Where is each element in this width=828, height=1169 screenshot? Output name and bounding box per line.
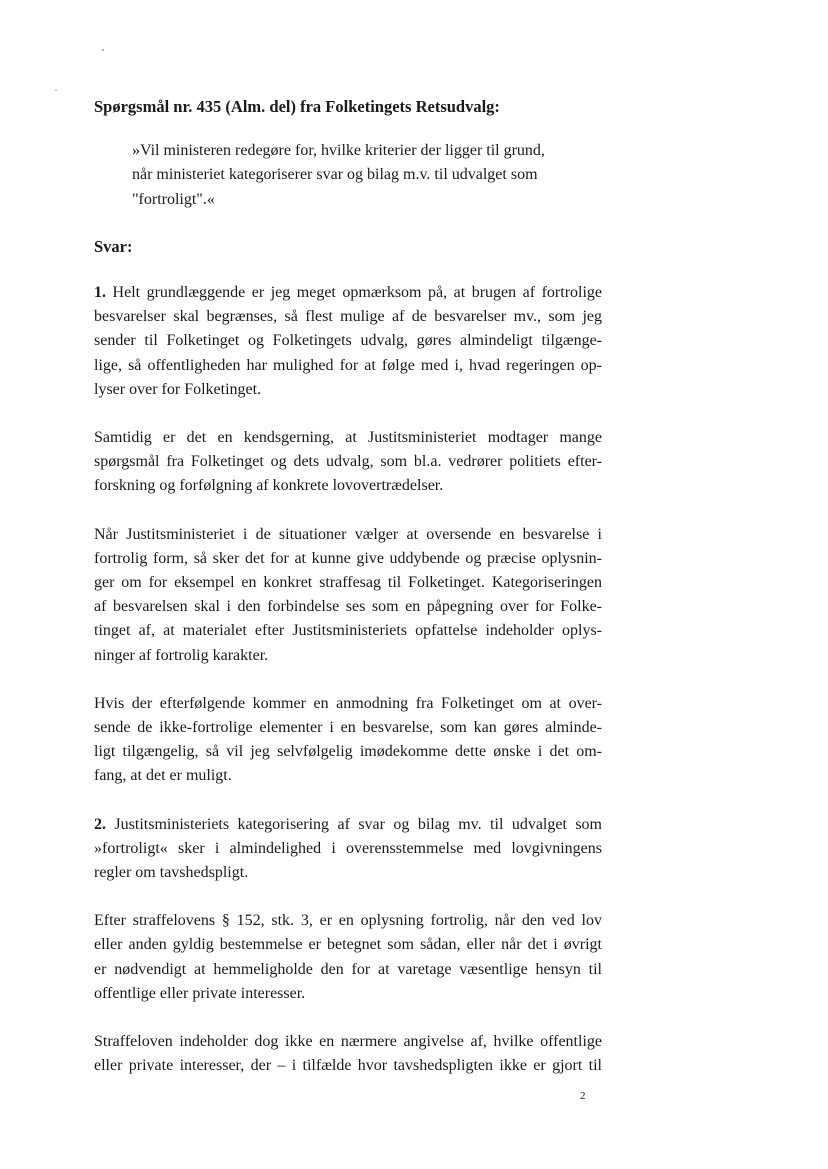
line-text: »fortroligt« sker i almindelighed i overensstemmelse med lovgivningens [94, 839, 602, 857]
paragraph-line [94, 354, 602, 378]
line-text: sender til Folketinget og Folketingets udvalg, gøres almindeligt tilgænge- [94, 332, 602, 350]
paragraph-line [94, 571, 602, 595]
answer-paragraph [94, 813, 602, 886]
paragraph-line [94, 305, 602, 329]
paragraph-line [94, 716, 602, 740]
paragraph-line [94, 378, 602, 402]
quote-line: når ministeriet kategoriserer svar og bilag m.v. til udvalget som [132, 166, 538, 184]
line-text: offentlige eller private interesser. [94, 984, 306, 1002]
paragraph-line [94, 1054, 602, 1078]
paragraph-line [94, 1030, 602, 1054]
paragraph-line [94, 982, 602, 1006]
line-text: sende de ikke-fortrolige elementer i en besvarelse, som kan gøres alminde- [94, 719, 602, 737]
line-text: fang, at det er muligt. [94, 767, 232, 785]
line-text: eller anden gyldig bestemmelse er betegnet som sådan, eller når det i øvrigt [94, 936, 602, 954]
paragraph-line [94, 595, 602, 619]
line-text: fortrolig form, så sker det for at kunne give uddybende og præcise oplysnin- [94, 549, 602, 567]
line-text: Når Justitsministeriet i de situationer vælger at oversende en besvarelse i [94, 525, 602, 543]
line-text: ligt tilgængelig, så vil jeg selvfølgelig imødekomme dette ønske i det om- [94, 743, 602, 761]
paragraph-number: 2. [94, 815, 106, 833]
document-body [94, 95, 602, 1103]
paragraph-line [94, 692, 602, 716]
answer-paragraphs [94, 281, 602, 1078]
line-text: forskning og forfølgning af konkrete lovovertrædelser. [94, 477, 444, 495]
paragraph-line [94, 861, 602, 885]
paragraph-line [94, 329, 602, 353]
paragraph-line [94, 764, 602, 788]
line-text: ger om for eksempel en konkret straffesag til Folketinget. Kategoriseringen [94, 574, 602, 592]
line-text: af besvarelsen skal i den forbindelse ses som en påpegning over for Folke- [94, 598, 602, 616]
line-text: lige, så offentligheden har mulighed for at følge med i, hvad regeringen op- [94, 356, 602, 374]
line-text: Straffeloven indeholder dog ikke en nærmere angivelse af, hvilke offentlige [94, 1033, 602, 1051]
paragraph-line [94, 281, 602, 305]
answer-paragraph [94, 281, 602, 402]
line-text: lyser over for Folketinget. [94, 380, 262, 398]
question-quote [132, 139, 572, 212]
line-text: besvarelser skal begrænses, så flest mulige af de besvarelser mv., som jeg [94, 308, 602, 326]
line-text: spørgsmål fra Folketinget og dets udvalg, som bl.a. vedrører politiets efter- [94, 453, 602, 471]
answer-label: Svar: [94, 236, 133, 256]
answer-paragraph [94, 523, 602, 668]
paragraph-line [94, 450, 602, 474]
paragraph-line [94, 813, 602, 837]
line-text: regler om tavshedspligt. [94, 864, 249, 882]
paragraph-number: 1. [94, 284, 106, 302]
line-text: eller private interesser, der – i tilfælde hvor tavshedspligten ikke er gjort til [94, 1057, 602, 1075]
paragraph-line [94, 474, 602, 498]
line-text: Hvis der efterfølgende kommer en anmodning fra Folketinget om at over- [94, 694, 602, 712]
paragraph-line [94, 523, 602, 547]
paragraph-line [94, 619, 602, 643]
paragraph-line [94, 909, 602, 933]
answer-paragraph [94, 426, 602, 499]
answer-paragraph [94, 692, 602, 789]
quote-line: "fortroligt".« [132, 190, 215, 208]
paragraph-line [94, 740, 602, 764]
paragraph-line [94, 837, 602, 861]
paragraph-line [94, 426, 602, 450]
line-text: ninger af fortrolig karakter. [94, 646, 269, 664]
question-heading: Spørgsmål nr. 435 (Alm. del) fra Folketingets Retsudvalg: [94, 97, 500, 116]
quote-line: »Vil ministeren redegøre for, hvilke kriterier der ligger til grund, [132, 142, 545, 160]
paragraph-line [94, 547, 602, 571]
line-text: Samtidig er det en kendsgerning, at Justitsministeriet modtager mange [94, 429, 602, 447]
page-number: 2 [580, 1090, 586, 1102]
line-text: Efter straffelovens § 152, stk. 3, er en oplysning fortrolig, når den ved lov [94, 912, 602, 930]
scan-speck [55, 89, 57, 91]
line-text: er nødvendigt at hemmeligholde den for at varetage væsentlige hensyn til [94, 960, 602, 978]
answer-paragraph [94, 909, 602, 1006]
line-text: tinget af, at materialet efter Justitsministeriets opfattelse indeholder oplys- [94, 622, 602, 640]
paragraph-line [94, 933, 602, 957]
line-text: Justitsministeriets kategorisering af svar og bilag mv. til udvalget som [114, 815, 602, 833]
answer-paragraph [94, 1030, 602, 1078]
paragraph-line [94, 958, 602, 982]
scan-speck [102, 49, 104, 51]
line-text: Helt grundlæggende er jeg meget opmærksom på, at brugen af fortrolige [112, 284, 602, 302]
paragraph-line [94, 644, 602, 668]
